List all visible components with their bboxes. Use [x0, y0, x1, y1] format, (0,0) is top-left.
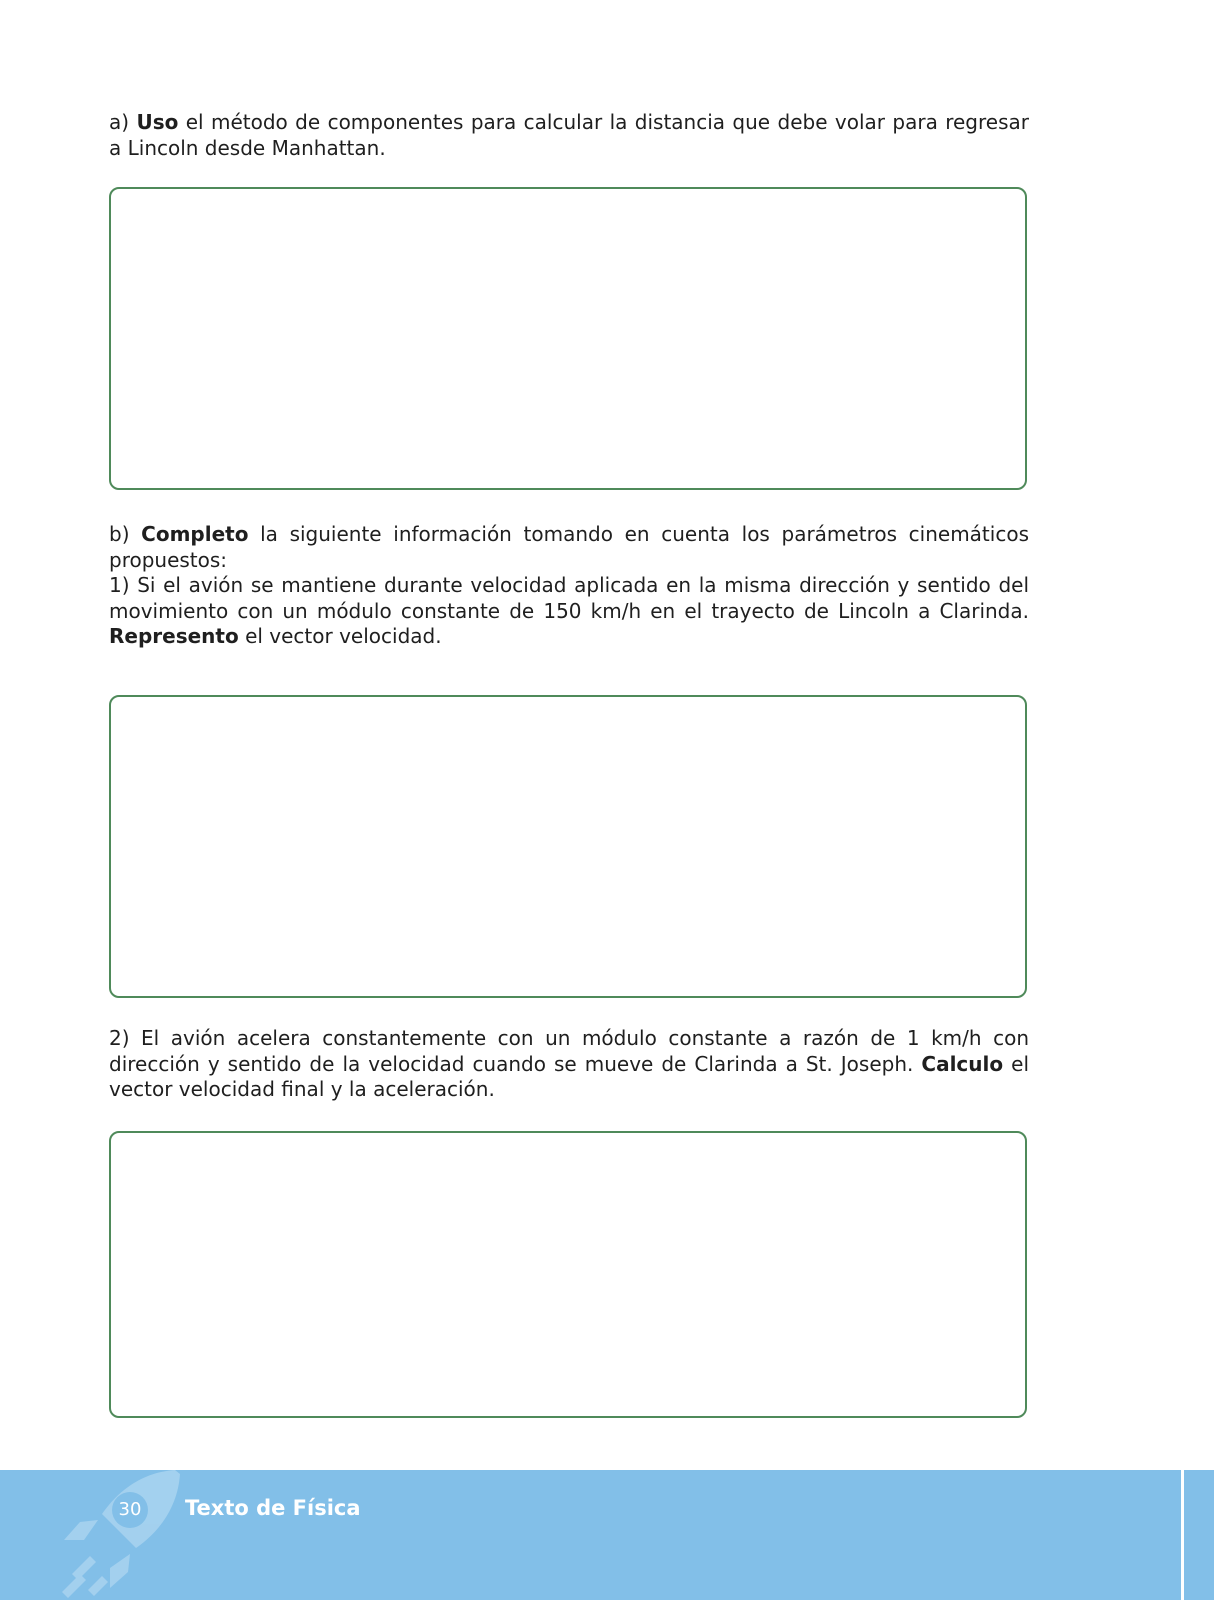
- answer-box-b2[interactable]: [109, 1131, 1027, 1418]
- rocket-icon: [50, 1466, 190, 1600]
- item-1-body: 1) Si el avión se mantiene durante velocidad aplicada en la misma dirección y sentido del movimiento con un módulo constante de 150 km/h en el trayecto de Lincoln a Clarinda.: [109, 573, 1029, 623]
- item-1-tail: el vector velocidad.: [238, 624, 442, 648]
- answer-box-b1[interactable]: [109, 695, 1027, 998]
- item-1-text: [109, 573, 1029, 650]
- question-b-text: [109, 522, 1029, 573]
- item-2-text: [109, 1026, 1029, 1103]
- item-2-tail: el vector velocidad final y la aceleración.: [109, 1051, 1030, 1101]
- footer-side-strip: [1181, 1470, 1214, 1600]
- item-1-verb: Represento: [109, 624, 239, 648]
- item-2-body: 2) El avión acelera constantemente con un módulo constante a razón de 1 km/h con dirección y sentido de la velocidad cuando se mueve de Clarinda a St. Joseph.: [109, 1026, 1029, 1076]
- question-a-text: [109, 110, 1029, 161]
- question-b-verb: Completo: [141, 522, 249, 546]
- page-number: 30: [112, 1492, 148, 1528]
- question-b-body: la siguiente información tomando en cuenta los parámetros cinemáticos propuestos:: [109, 522, 1029, 572]
- question-b-label: b): [109, 522, 142, 546]
- question-a-body: el método de componentes para calcular la distancia que debe volar para regresar a Lincoln desde Manhattan.: [109, 110, 1029, 160]
- answer-box-a[interactable]: [109, 187, 1027, 490]
- question-a-verb: Uso: [136, 110, 179, 134]
- question-a-label: a): [109, 110, 137, 134]
- book-title: Texto de Física: [185, 1496, 361, 1520]
- item-2-verb: Calculo: [921, 1051, 1004, 1076]
